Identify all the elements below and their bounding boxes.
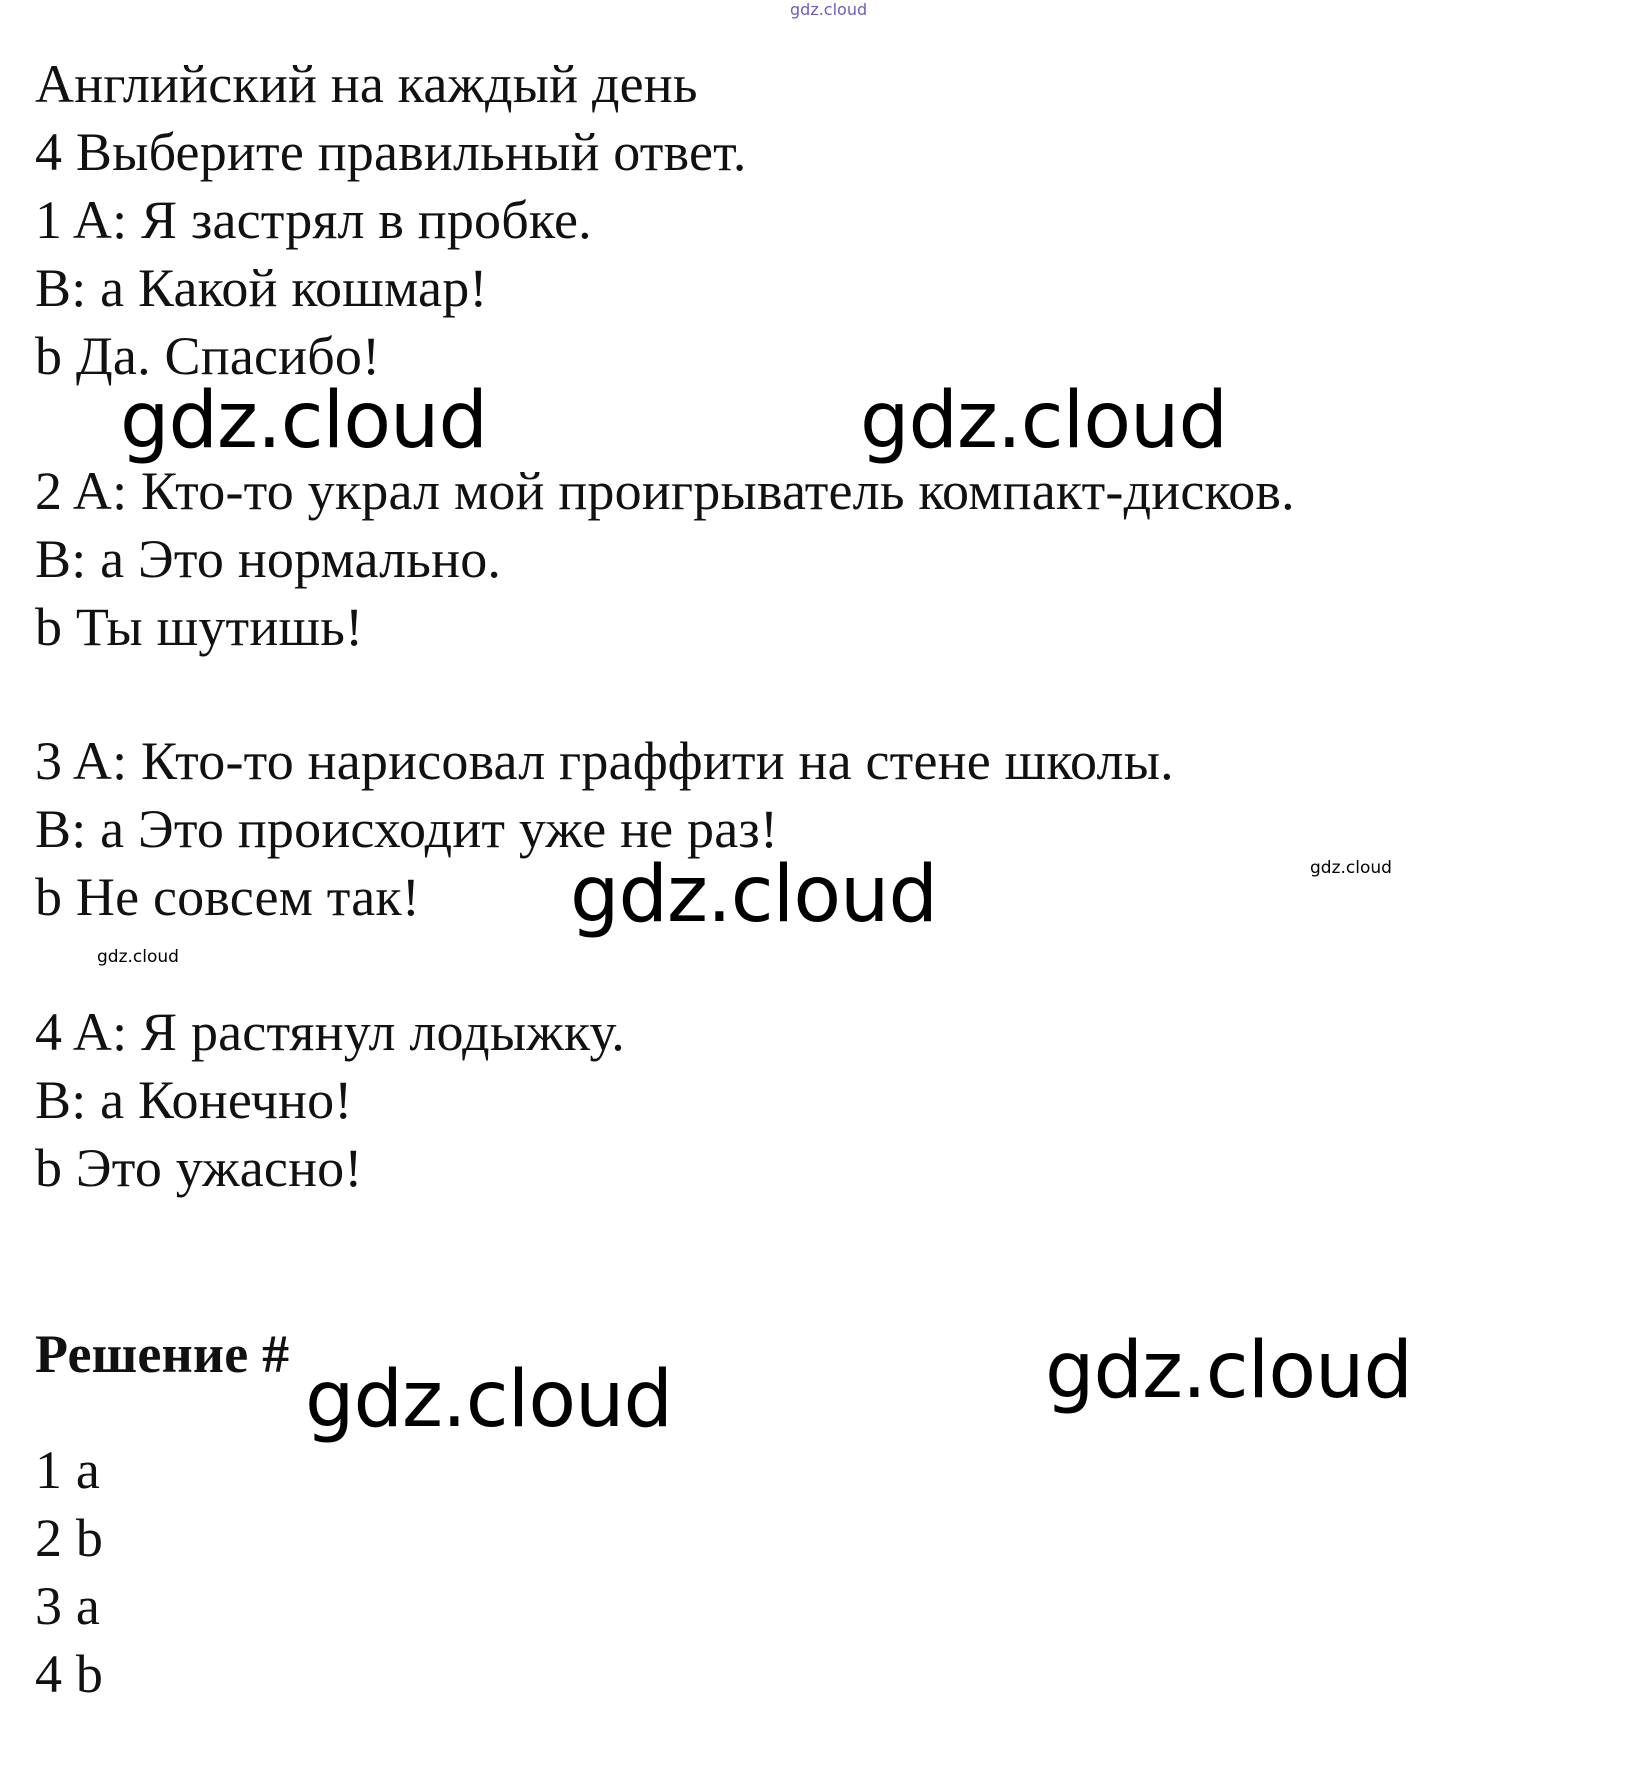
watermark-large: gdz.cloud xyxy=(120,376,487,466)
question-1-option-a: B: a Какой кошмар! xyxy=(35,258,488,318)
solution-heading: Решение # xyxy=(35,1324,290,1384)
header-watermark: gdz.cloud xyxy=(790,0,868,19)
question-2-option-a: B: a Это нормально. xyxy=(35,529,502,589)
question-1-line: 1 A: Я застрял в пробке. xyxy=(35,190,592,250)
question-4-option-a: B: a Конечно! xyxy=(35,1070,353,1130)
question-3-line: 3 A: Кто-то нарисовал граффити на стене школы. xyxy=(35,731,1174,791)
question-3-option-a: B: a Это происходит уже не раз! xyxy=(35,799,779,859)
answer-4: 4 b xyxy=(35,1644,104,1704)
question-4-line: 4 A: Я растянул лодыжку. xyxy=(35,1002,625,1062)
watermark-small: gdz.cloud xyxy=(97,947,179,967)
answer-1: 1 a xyxy=(35,1440,101,1500)
question-3-option-b: b Не совсем так! xyxy=(35,867,421,927)
watermark-large: gdz.cloud xyxy=(570,850,937,940)
question-2-option-b: b Ты шутишь! xyxy=(35,597,364,657)
watermark-large: gdz.cloud xyxy=(305,1355,672,1445)
answer-2: 2 b xyxy=(35,1508,104,1568)
watermark-large: gdz.cloud xyxy=(1045,1326,1412,1416)
question-2-line: 2 A: Кто-то украл мой проигрыватель компакт-дисков. xyxy=(35,461,1295,521)
watermark-small: gdz.cloud xyxy=(1310,858,1392,878)
document-title: Английский на каждый день xyxy=(35,54,698,114)
task-instruction: 4 Выберите правильный ответ. xyxy=(35,122,747,182)
question-4-option-b: b Это ужасно! xyxy=(35,1138,363,1198)
question-1-option-b: b Да. Спасибо! xyxy=(35,326,381,386)
watermark-large: gdz.cloud xyxy=(860,376,1227,466)
answer-3: 3 a xyxy=(35,1576,101,1636)
